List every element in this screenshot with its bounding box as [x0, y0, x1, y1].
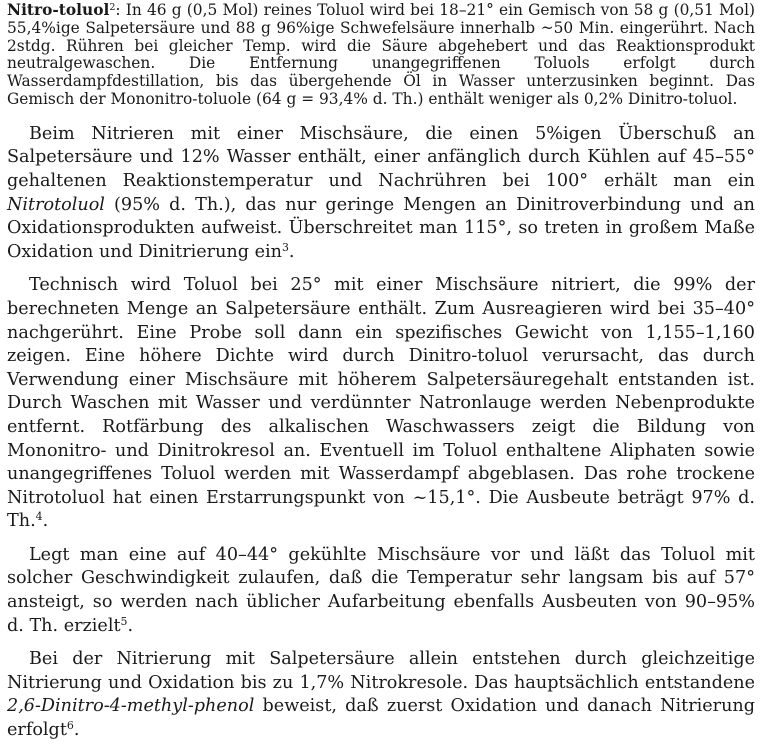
footnote-ref: 3: [281, 240, 289, 254]
body-paragraph-technisch: [7, 274, 755, 534]
footnote-ref: 5: [120, 614, 128, 628]
body-paragraph-salpetersaeure: [7, 648, 755, 742]
compound-name: 2,6-Dinitro-4-methyl-phenol: [7, 696, 255, 717]
footnote-ref: 2: [109, 1, 116, 13]
paragraph-text: beweist, daß zuerst Oxidation und danach Nitrierung erfolgt: [7, 696, 755, 741]
sentence-end: .: [42, 511, 49, 532]
footnote-ref: 4: [35, 510, 43, 524]
body-paragraph-vorlage: [7, 544, 755, 638]
paragraph-text: Beim Nitrieren mit einer Mischsäure, die einen 5%igen Überschuß an Salpetersäure und 12% Wasser enthält, einer anfänglich durch Kühlen auf 45–55° gehaltenen Reaktionstemperatur und Nachrühren bei 100° erhält man ein: [7, 123, 755, 191]
compound-name: Nitrotoluol: [7, 194, 105, 215]
procedure-paragraph: [7, 2, 755, 109]
paragraph-text: (95% d. Th.), das nur geringe Mengen an Dinitroverbindung und an Oxidationsprodukten aufweist. Überschreitet man 115°, so treten in großem Maße Oxidation und Dinitrierung ein: [7, 194, 755, 262]
sentence-end: .: [288, 241, 295, 262]
compound-heading: Nitro-toluol: [7, 1, 110, 19]
footnote-ref: 6: [66, 719, 74, 733]
procedure-text: : In 46 g (0,5 Mol) reines Toluol wird bei 18–21° ein Gemisch von 58 g (0,51 Mol) 55,4%ige Salpetersäure und 88 g 96%ige Schwefelsäure innerhalb ~50 Min. eingerührt. Nach 2stdg. Rühren bei gleicher Temp. wird die Säure abgehebert und das Reaktionsprodukt neutralgewaschen. Die Entfernung unangegriffenen Toluols erfolgt durch Wasserdampfdestillation, bis das übergehende Öl in Wasser unterzusinken beginnt. Das Gemisch der Mononitro-toluole (64 g = 93,4% d. Th.) enthält weniger als 0,2% Dinitro-toluol.: [7, 1, 755, 108]
sentence-end: .: [127, 615, 134, 636]
document-page: [7, 2, 755, 753]
paragraph-text: Legt man eine auf 40–44° gekühlte Mischsäure vor und läßt das Toluol mit solcher Geschwindigkeit zulaufen, daß die Temperatur sehr langsam bis auf 57° ansteigt, so werden nach üblicher Aufarbeitung ebenfalls Ausbeuten von 90–95% d. Th. erzielt: [7, 544, 755, 636]
paragraph-text: Technisch wird Toluol bei 25° mit einer Mischsäure nitriert, die 99% der berechneten Menge an Salpetersäure enthält. Zum Ausreagieren wird bei 35–40° nachgerührt. Eine Probe soll dann ein spezifisches Gewicht von 1,155–1,160 zeigen. Eine höhere Dichte wird durch Dinitro-toluol verursacht, das durch Verwendung einer Mischsäure mit höherem Salpetersäuregehalt entstanden ist. Durch Waschen mit Wasser und verdünnter Natronlauge werden Nebenprodukte entfernt. Rotfärbung des alkalischen Waschwassers zeigt die Bildung von Mononitro- und Dinitrokresol an. Eventuell im Toluol enthaltene Aliphaten sowie unangegriffenes Toluol werden mit Wasserdampf abgeblasen. Das rohe trockene Nitrotoluol hat einen Erstarrungspunkt von ~15,1°. Die Ausbeute beträgt 97% d. Th.: [7, 275, 755, 532]
paragraph-text: Bei der Nitrierung mit Salpetersäure allein entstehen durch gleichzeitige Nitrierung und Oxidation bis zu 1,7% Nitrokresole. Das hauptsächlich entstandene: [7, 649, 755, 693]
body-paragraph-mischsaeure: [7, 123, 755, 265]
sentence-end: .: [73, 720, 80, 741]
